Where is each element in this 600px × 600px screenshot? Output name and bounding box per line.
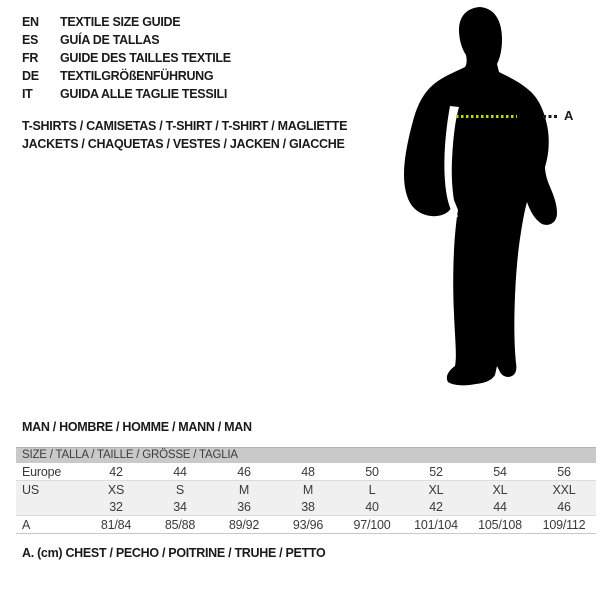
language-list [22,13,231,103]
row-label: A [22,517,31,532]
size-cell: 109/112 [542,517,586,532]
size-cell: L [368,482,376,497]
language-row-it [22,85,231,103]
language-row-fr [22,49,231,67]
size-cell: XL [428,482,444,497]
language-code: FR [22,51,39,65]
size-cell: 44 [173,464,187,479]
table-row-a [16,516,596,534]
measure-leader-line [543,115,559,118]
language-code: EN [22,15,39,29]
silhouette-body-shape [404,7,557,385]
size-cell: 50 [365,464,379,479]
size-cell: 44 [493,499,507,514]
size-table [16,447,596,534]
size-cell: XXL [552,482,576,497]
section-title-man: MAN / HOMBRE / HOMME / MANN / MAN [22,420,252,434]
language-guide-title: GUÍA DE TALLAS [60,33,160,47]
row-label: Europe [22,464,62,479]
size-cell: XS [107,482,125,497]
language-row-es [22,31,231,49]
size-cell: XL [492,482,508,497]
language-row-en [22,13,231,31]
language-code: IT [22,87,33,101]
size-cell: 34 [173,499,187,514]
language-guide-title: TEXTILGRÖßENFÜHRUNG [60,69,214,83]
measure-label-a: A [564,108,574,123]
chest-measure-line [456,115,517,118]
man-silhouette [402,4,562,389]
size-cell: 81/84 [100,517,132,532]
row-label: US [22,482,39,497]
language-guide-title: GUIDE DES TAILLES TEXTILE [60,51,231,65]
size-table-body [16,463,596,534]
language-code: DE [22,69,39,83]
size-cell: 93/96 [292,517,324,532]
size-cell: 40 [365,499,379,514]
man-silhouette-svg [402,4,562,389]
garment-categories [22,117,347,153]
size-cell: 56 [557,464,571,479]
category-line-jackets: JACKETS / CHAQUETAS / VESTES / JACKEN / GIACCHE [22,137,345,151]
measurement-footnote: A. (cm) CHEST / PECHO / POITRINE / TRUHE / PETTO [22,546,326,560]
size-cell: 105/108 [478,517,522,532]
size-cell: 97/100 [353,517,391,532]
size-cell: 38 [301,499,315,514]
size-cell: 32 [109,499,123,514]
table-row-us [16,481,596,498]
table-row-europe [16,463,596,481]
size-cell: M [302,482,314,497]
size-cell: 46 [557,499,571,514]
language-row-de [22,67,231,85]
size-cell: 85/88 [164,517,196,532]
size-cell: S [175,482,185,497]
language-guide-title: GUIDA ALLE TAGLIE TESSILI [60,87,228,101]
size-cell: 48 [301,464,315,479]
size-cell: 46 [237,464,251,479]
language-code: ES [22,33,39,47]
language-guide-title: TEXTILE SIZE GUIDE [60,15,181,29]
size-table-header: SIZE / TALLA / TAILLE / GRÖSSE / TAGLIA [16,447,596,463]
size-cell: 101/104 [414,517,458,532]
size-cell: 89/92 [228,517,260,532]
size-cell: M [238,482,250,497]
category-line-tshirts: T-SHIRTS / CAMISETAS / T-SHIRT / T-SHIRT / MAGLIETTE [22,119,348,133]
size-cell: 52 [429,464,443,479]
size-cell: 42 [429,499,443,514]
size-cell: 54 [493,464,507,479]
table-row-size-3 [16,498,596,516]
size-cell: 36 [237,499,251,514]
size-cell: 42 [109,464,123,479]
